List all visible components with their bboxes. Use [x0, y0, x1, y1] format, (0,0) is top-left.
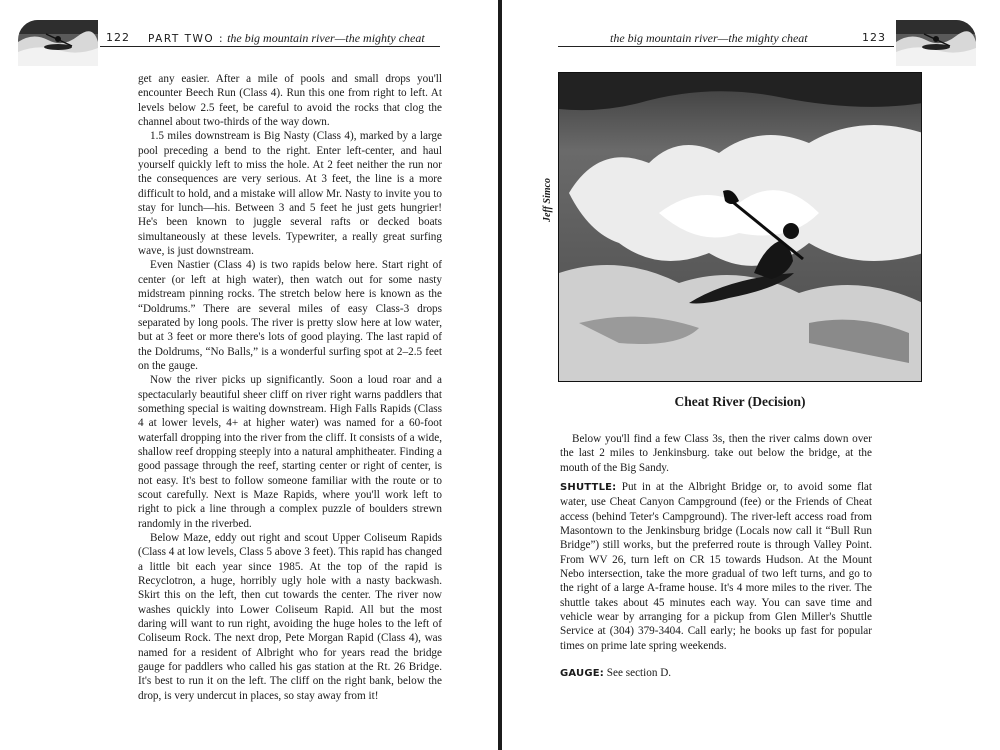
intro-text: [560, 432, 872, 475]
shuttle-section: [560, 480, 872, 653]
paragraph: Even Nastier (Class 4) is two rapids below here. Start right of center (or left at high water), then watch out for some nasty midstream pinning rocks. The stretch below here is known as the “Doldrums.” There are several miles of easy Class-3 drops separated by long pools. The river is pretty slow here at low water, but at 3 feet or more there's lots of good playing. The last rapid of the Doldrums, “No Balls,” is a wonderful surfing spot at 2–2.5 feet on the gauge.: [138, 259, 442, 372]
paragraph: Below Maze, eddy out right and scout Upper Coliseum Rapids (Class 4 at low levels, Class 5 above 3 feet). This rapid has changed a little bit each year since 1985. At the top of the rapid is Recyclotron, a huge, horribly ugly hole with a nasty backwash. Skirt this on the left, then cut towards the center. The river now washes quickly into Lower Coliseum Rapid. All but the most daring will want to run right, avoiding the huge holes to the left of Coliseum Rock. The next drop, Pete Morgan Rapid (Class 4), was named for a resident of Albright who for years read the bridge gauge for paddlers who called his gas station at the Rt. 26 Bridge. It's best to run it on the left. The cliff on the right bank, below the drop, is very undercut in places, so stay away from it!: [138, 532, 442, 702]
kayak-photo: [558, 72, 922, 382]
photo-caption: Cheat River (Decision): [674, 394, 806, 409]
header-rule: [558, 46, 894, 47]
page-number: 122: [106, 31, 130, 44]
header-kayak-thumbnail: [18, 20, 98, 66]
running-head: [610, 31, 808, 46]
running-head-title: the big mountain river—the mighty cheat: [610, 31, 808, 45]
running-head-title: the big mountain river—the mighty cheat: [227, 31, 425, 45]
photo-credit: Jeff Simco: [542, 178, 553, 222]
running-head: [148, 31, 425, 46]
gauge-section: [560, 666, 872, 681]
paragraph: get any easier. After a mile of pools and small drops you'll encounter Beech Run (Class 4). Run this one from right to left. At levels below 2.5 feet, be careful to avoid the rocks that clog the channel about two-thirds of the way down.: [138, 73, 442, 129]
gauge-label: GAUGE:: [560, 668, 604, 679]
shuttle-text: Put in at the Albright Bridge or, to avoid some flat water, use Cheat Canyon Campground (fee) or the Friends of Cheat access (behind Teter's Campground). The river-left access road from Masontown to the Jenkinsburg bridge (Locals now call it “Bull Run Bridge”) still works, but the preferred route is through Valley Point. From WV 26, turn left on CR 15 towards Hudson. At the Mount Nebo intersection, take the more gradual of two left turns, and go to the right of a large A-frame house. It's 4 more miles to the river. The shuttle takes about 45 minutes each way. You can save time and vehicle wear by arranging for a pickup from Glen Miller's Shuttle Service at (304) 379-3404. Call early; he books up fast for popular times on prime late spring weekends.: [560, 481, 872, 652]
paragraph: Now the river picks up significantly. Soon a loud roar and a spectacularly beautiful sheer cliff on river right warns paddlers that something special is waiting downstream. High Falls Rapids (Class 4 at lower levels, 4+ at higher water) was named for a 60-foot waterfall dropping into the river from the cliff. It consists of a wide, shallow reef dropping steeply into a natural amphitheater. Finding a good passage through the reef, starting center or right of center, is not easy. It's best to follow someone familiar with the route or to scout carefully. Next is Maze Rapids, where you'll work left to right to pick a line through a complex puzzle of boulders strewn randomly in the riverbed.: [138, 374, 442, 530]
page-number: 123: [862, 31, 886, 44]
body-text: [138, 72, 442, 703]
header-kayak-thumbnail: [896, 20, 976, 66]
paragraph: 1.5 miles downstream is Big Nasty (Class 4), marked by a large pool preceding a bend to the right. Enter left-center, and haul yourself quickly left to miss the hole. At 2 feet neither the run nor the consequences are very serious. At 3 feet, the line is a more difficult to hold, and a mistake will allow Mr. Nasty to invite you to stay for lunch—his. Between 3 and 5 feet he just gets hungrier! He's been known to juggle several rafts or decked boats simultaneously at these levels. Typewriter, a really great surfing wave, is just downstream.: [138, 130, 442, 258]
header-rule: [100, 46, 440, 47]
right-page: [502, 0, 1000, 750]
gauge-text: See section D.: [606, 667, 672, 679]
running-head-part: PART TWO :: [148, 33, 225, 45]
left-page: [0, 0, 498, 750]
shuttle-label: SHUTTLE:: [560, 482, 617, 493]
paragraph: Below you'll find a few Class 3s, then the river calms down over the last 2 miles to Jenkinsburg. take out below the bridge, at the mouth of the Big Sandy.: [560, 433, 872, 474]
